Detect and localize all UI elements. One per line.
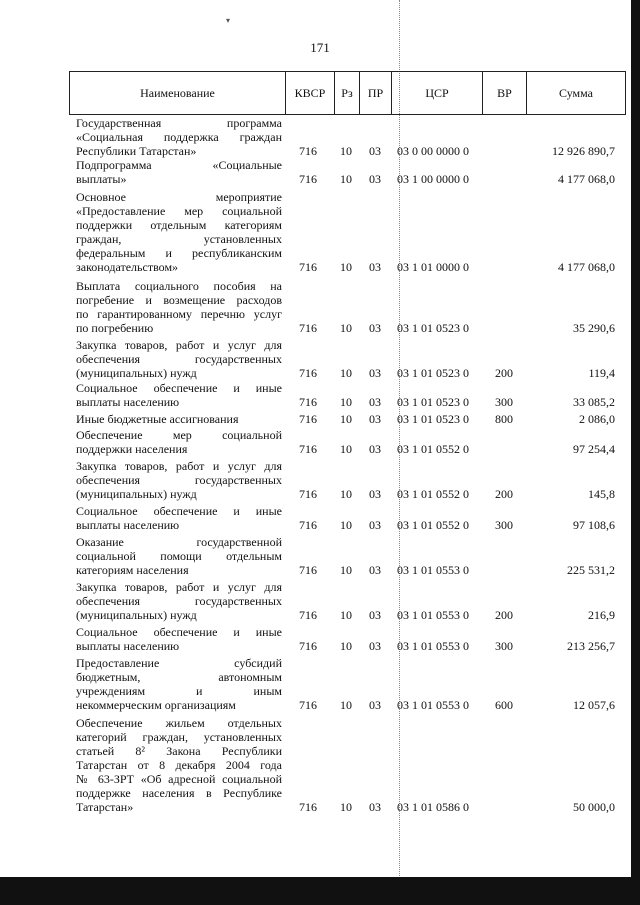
row-sum: 4 177 068,0: [558, 260, 615, 274]
row-name-line: (муниципальных) нужд: [76, 487, 197, 501]
row-name-line: по гарантированному перечню услуг: [76, 307, 282, 321]
row-pr: 03: [369, 800, 381, 814]
row-pr: 03: [369, 395, 381, 409]
row-kvsr: 716: [299, 366, 317, 380]
row-kvsr: 716: [299, 518, 317, 532]
row-kvsr: 716: [299, 321, 317, 335]
row-name-line: Закупка товаров, работ и услуг для: [76, 580, 282, 594]
table-row: [0, 279, 640, 335]
header-rz: Рз: [334, 71, 360, 115]
row-name-line: Закупка товаров, работ и услуг для: [76, 338, 282, 352]
row-sum: 4 177 068,0: [558, 172, 615, 186]
table-row: [0, 625, 640, 653]
row-name-line: (муниципальных) нужд: [76, 366, 197, 380]
row-sum: 97 108,6: [573, 518, 615, 532]
row-kvsr: 716: [299, 487, 317, 501]
row-rz: 10: [340, 395, 352, 409]
row-name-line: категориям населения: [76, 563, 189, 577]
row-sum: 33 085,2: [573, 395, 615, 409]
row-name: [76, 716, 282, 814]
row-name-line: «Предоставление мер социальной: [76, 204, 282, 218]
table-row: [0, 338, 640, 380]
row-rz: 10: [340, 172, 352, 186]
row-pr: 03: [369, 321, 381, 335]
row-pr: 03: [369, 144, 381, 158]
table-row: [0, 428, 640, 456]
row-name-line: обеспечения государственных: [76, 352, 282, 366]
row-name-line: законодательством»: [76, 260, 179, 274]
row-kvsr: 716: [299, 412, 317, 426]
row-pr: 03: [369, 698, 381, 712]
row-csr: 03 1 01 0523 0: [397, 395, 469, 409]
row-name-line: обеспечения государственных: [76, 594, 282, 608]
row-csr: 03 1 00 0000 0: [397, 172, 469, 186]
row-name-line: Основное мероприятие: [76, 190, 282, 204]
row-pr: 03: [369, 366, 381, 380]
row-csr: 03 1 01 0552 0: [397, 518, 469, 532]
table-row: [0, 716, 640, 814]
header-vr: ВР: [482, 71, 527, 115]
row-name: [76, 381, 282, 409]
row-vr: 200: [495, 366, 513, 380]
row-name-line: выплаты»: [76, 172, 127, 186]
row-pr: 03: [369, 412, 381, 426]
row-rz: 10: [340, 698, 352, 712]
row-name-line: Социальное обеспечение и иные: [76, 504, 282, 518]
row-sum: 97 254,4: [573, 442, 615, 456]
row-csr: 03 1 01 0523 0: [397, 321, 469, 335]
row-vr: 800: [495, 412, 513, 426]
row-name-line: Выплата социального пособия на: [76, 279, 282, 293]
row-kvsr: 716: [299, 639, 317, 653]
row-vr: 300: [495, 639, 513, 653]
table-row: [0, 190, 640, 274]
row-kvsr: 716: [299, 442, 317, 456]
page-number: 171: [310, 40, 330, 55]
table-row: [0, 459, 640, 501]
table-row: [0, 381, 640, 409]
row-name-line: погребение и возмещение расходов: [76, 293, 282, 307]
row-csr: 03 1 01 0523 0: [397, 412, 469, 426]
row-rz: 10: [340, 639, 352, 653]
row-rz: 10: [340, 144, 352, 158]
row-rz: 10: [340, 487, 352, 501]
row-pr: 03: [369, 518, 381, 532]
row-vr: 600: [495, 698, 513, 712]
row-name-line: Татарстан от 8 декабря 2004 года: [76, 758, 282, 772]
row-kvsr: 716: [299, 144, 317, 158]
header-sum: Сумма: [526, 71, 626, 115]
row-name: [76, 504, 282, 532]
header-csr: ЦСР: [391, 71, 483, 115]
row-name-line: выплаты населению: [76, 639, 180, 653]
row-sum: 50 000,0: [573, 800, 615, 814]
row-rz: 10: [340, 321, 352, 335]
row-name-line: категорий граждан, установленных: [76, 730, 282, 744]
row-vr: 200: [495, 608, 513, 622]
row-kvsr: 716: [299, 608, 317, 622]
row-sum: 145,8: [588, 487, 615, 501]
row-vr: 300: [495, 518, 513, 532]
row-sum: 12 057,6: [573, 698, 615, 712]
row-rz: 10: [340, 608, 352, 622]
row-kvsr: 716: [299, 172, 317, 186]
row-name-line: федеральным и республиканским: [76, 246, 282, 260]
row-name: [76, 116, 282, 158]
row-name: [76, 535, 282, 577]
row-vr: 200: [495, 487, 513, 501]
row-name-line: Обеспечение жильем отдельных: [76, 716, 282, 730]
row-name: [76, 412, 282, 426]
row-sum: 216,9: [588, 608, 615, 622]
row-name-line: обеспечения государственных: [76, 473, 282, 487]
header-name: Наименование: [69, 71, 286, 115]
row-pr: 03: [369, 260, 381, 274]
row-csr: 03 1 01 0553 0: [397, 563, 469, 577]
table-row: [0, 116, 640, 158]
row-pr: 03: [369, 639, 381, 653]
row-csr: 03 1 01 0586 0: [397, 800, 469, 814]
header-pr: ПР: [359, 71, 392, 115]
row-name: [76, 580, 282, 622]
row-csr: 03 1 01 0000 0: [397, 260, 469, 274]
row-vr: 300: [495, 395, 513, 409]
row-sum: 2 086,0: [579, 412, 615, 426]
table-row: [0, 656, 640, 712]
row-csr: 03 1 01 0553 0: [397, 698, 469, 712]
row-name: [76, 459, 282, 501]
row-name-line: Иные бюджетные ассигнования: [76, 412, 239, 426]
row-name-line: Государственная программа: [76, 116, 282, 130]
row-name-line: Социальное обеспечение и иные: [76, 625, 282, 639]
row-kvsr: 716: [299, 260, 317, 274]
row-rz: 10: [340, 442, 352, 456]
row-kvsr: 716: [299, 800, 317, 814]
row-name-line: Татарстан»: [76, 800, 134, 814]
row-name: [76, 279, 282, 335]
row-name-line: Оказание государственной: [76, 535, 282, 549]
row-name-line: Подпрограмма «Социальные: [76, 158, 282, 172]
row-name: [76, 656, 282, 712]
header-kvsr: КВСР: [285, 71, 335, 115]
row-sum: 35 290,6: [573, 321, 615, 335]
row-name: [76, 158, 282, 186]
row-name-line: статьей 8² Закона Республики: [76, 744, 282, 758]
row-kvsr: 716: [299, 395, 317, 409]
row-name-line: бюджетным, автономным: [76, 670, 282, 684]
row-pr: 03: [369, 563, 381, 577]
row-name-line: (муниципальных) нужд: [76, 608, 197, 622]
row-rz: 10: [340, 366, 352, 380]
row-name-line: выплаты населению: [76, 518, 180, 532]
row-name: [76, 428, 282, 456]
table-row: [0, 535, 640, 577]
row-csr: 03 1 01 0553 0: [397, 608, 469, 622]
row-rz: 10: [340, 518, 352, 532]
row-csr: 03 1 01 0523 0: [397, 366, 469, 380]
row-name: [76, 625, 282, 653]
row-name-line: социальной помощи отдельным: [76, 549, 282, 563]
row-name-line: № 63-ЗРТ «Об адресной социальной: [76, 772, 282, 786]
table-row: [0, 504, 640, 532]
row-pr: 03: [369, 487, 381, 501]
row-rz: 10: [340, 800, 352, 814]
row-kvsr: 716: [299, 563, 317, 577]
scan-speck: ▾: [226, 16, 231, 25]
row-name-line: поддержки отдельным категориям: [76, 218, 282, 232]
row-name-line: поддержке населения в Республике: [76, 786, 282, 800]
table-row: [0, 412, 640, 426]
row-sum: 213 256,7: [567, 639, 615, 653]
row-name-line: Закупка товаров, работ и услуг для: [76, 459, 282, 473]
row-name-line: выплаты населению: [76, 395, 180, 409]
row-kvsr: 716: [299, 698, 317, 712]
row-sum: 12 926 890,7: [552, 144, 615, 158]
row-csr: 03 1 01 0553 0: [397, 639, 469, 653]
row-rz: 10: [340, 260, 352, 274]
row-pr: 03: [369, 172, 381, 186]
row-csr: 03 1 01 0552 0: [397, 487, 469, 501]
row-name-line: граждан, установленных: [76, 232, 282, 246]
row-rz: 10: [340, 563, 352, 577]
row-sum: 225 531,2: [567, 563, 615, 577]
row-name-line: поддержки населения: [76, 442, 188, 456]
row-name-line: Социальное обеспечение и иные: [76, 381, 282, 395]
table-row: [0, 158, 640, 186]
row-name: [76, 338, 282, 380]
table-row: [0, 580, 640, 622]
row-name-line: по погребению: [76, 321, 154, 335]
row-name-line: некоммерческим организациям: [76, 698, 236, 712]
row-name-line: «Социальная поддержка граждан: [76, 130, 282, 144]
row-name: [76, 190, 282, 274]
scan-edge-right: [631, 0, 640, 905]
row-name-line: Предоставление субсидий: [76, 656, 282, 670]
row-name-line: учреждениям и иным: [76, 684, 282, 698]
row-pr: 03: [369, 608, 381, 622]
row-csr: 03 0 00 0000 0: [397, 144, 469, 158]
row-rz: 10: [340, 412, 352, 426]
row-pr: 03: [369, 442, 381, 456]
row-name-line: Республики Татарстан»: [76, 144, 197, 158]
row-name-line: Обеспечение мер социальной: [76, 428, 282, 442]
row-sum: 119,4: [588, 366, 615, 380]
row-csr: 03 1 01 0552 0: [397, 442, 469, 456]
scan-edge-bottom: [0, 877, 640, 905]
